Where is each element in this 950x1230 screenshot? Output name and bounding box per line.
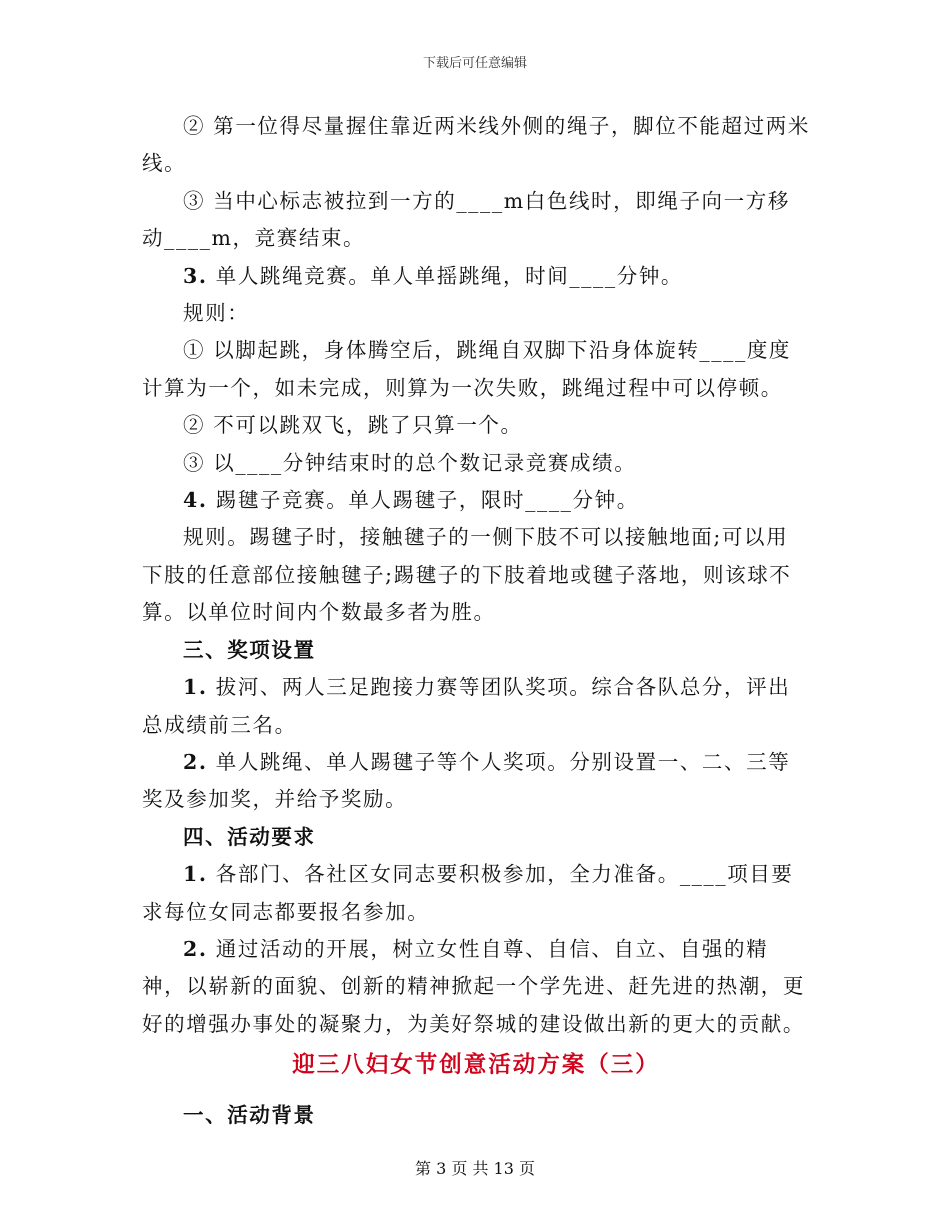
page-footer: 第 3 页 共 13 页: [415, 1159, 535, 1178]
item-text: 拔河、两人三足跑接力赛等团队奖项。综合各队总分，评出总成绩前三名。: [142, 675, 791, 737]
section-heading: 三、奖项设置: [183, 637, 316, 662]
document-body: [142, 108, 810, 1135]
item-text: 单人跳绳、单人踢毽子等个人奖项。分别设置一、二、三等奖及参加奖，并给予奖励。: [142, 749, 791, 812]
section-heading: 一、活动背景: [183, 1103, 316, 1128]
item-text: 各部门、各社区女同志要积极参加，全力准备。____项目要求每位女同志都要报名参加。: [142, 862, 794, 924]
item-number: 4.: [183, 488, 208, 513]
paragraph: [142, 258, 810, 295]
item-text: 踢毽子竞赛。单人踢毽子，限时____分钟。: [207, 488, 639, 513]
paragraph: ② 不可以跳双飞，跳了只算一个。: [183, 413, 523, 438]
paragraph: 规则：: [183, 301, 250, 326]
item-text: 单人跳绳竞赛。单人单摇跳绳，时间____分钟。: [207, 263, 684, 288]
item-number: 2.: [183, 936, 208, 961]
page-header-note: 下载后可任意编辑: [422, 56, 527, 71]
paragraph: [142, 669, 810, 744]
item-number: 1.: [183, 675, 208, 700]
section-heading: 四、活动要求: [183, 824, 316, 849]
paragraph: ③ 当中心标志被拉到一方的____m白色线时，即绳子向一方移动____m，竞赛结束。: [142, 188, 790, 251]
document-title: 迎三八妇女节创意活动方案（三）: [292, 1052, 660, 1079]
item-text: 通过活动的开展，树立女性自尊、自信、自立、自强的精神，以崭新的面貌、创新的精神掀起一个学先进、赶先进的热潮，更好的增强办事处的凝聚力，为美好祭城的建设做出新的更大的贡献。: [142, 936, 805, 1036]
paragraph: [142, 744, 810, 819]
item-number: 2.: [183, 749, 208, 774]
paragraph: ③ 以____分钟结束时的总个数记录竞赛成绩。: [183, 450, 637, 475]
item-number: 3.: [183, 263, 208, 288]
paragraph: 规则。踢毽子时，接触毽子的一侧下肢不可以接触地面;可以用下肢的任意部位接触毽子;踢毽子的下肢着地或毽子落地，则该球不算。以单位时间内个数最多者为胜。: [142, 525, 792, 625]
paragraph: ② 第一位得尽量握住靠近两米线外侧的绳子，脚位不能超过两米线。: [142, 114, 810, 176]
item-number: 1.: [183, 862, 208, 887]
paragraph: [142, 482, 810, 519]
paragraph: ① 以脚起跳，身体腾空后，跳绳自双脚下沿身体旋转____度度计算为一个，如未完成，则算为一次失败，跳绳过程中可以停顿。: [142, 338, 792, 400]
paragraph: [142, 931, 810, 1043]
paragraph: [142, 856, 810, 931]
